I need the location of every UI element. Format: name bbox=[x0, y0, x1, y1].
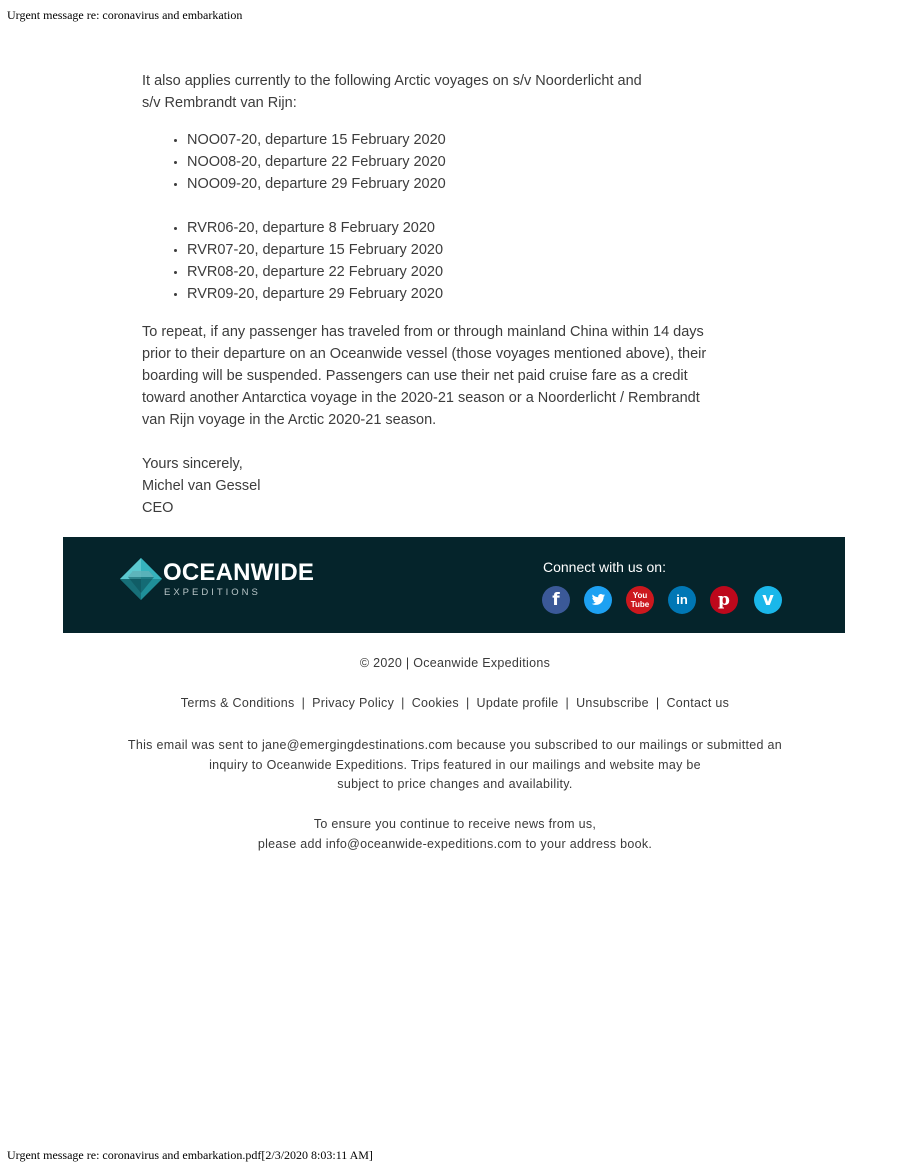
intro-line: It also applies currently to the following Arctic voyages on s/v Noorderlicht and bbox=[142, 73, 642, 89]
terms-link[interactable]: Terms & Conditions bbox=[180, 696, 295, 710]
signer-title: CEO bbox=[142, 500, 174, 516]
disclaimer-text bbox=[0, 736, 910, 795]
footer-banner bbox=[63, 537, 845, 633]
disclaimer-line: inquiry to Oceanwide Expeditions. Trips featured in our mailings and website may be bbox=[209, 757, 701, 772]
copyright-text: © 2020 | Oceanwide Expeditions bbox=[359, 656, 551, 670]
update-profile-link[interactable]: Update profile bbox=[476, 696, 559, 710]
repeat-paragraph bbox=[142, 321, 762, 431]
footer-links bbox=[0, 696, 910, 710]
address-book-note bbox=[0, 815, 910, 854]
list-item: • NOO09-20, departure 29 February 2020 bbox=[187, 173, 762, 195]
privacy-policy-link[interactable]: Privacy Policy bbox=[312, 696, 395, 710]
list-item: • RVR06-20, departure 8 February 2020 bbox=[187, 217, 762, 239]
link-separator: | bbox=[655, 696, 660, 710]
noorderlicht-voyage-list bbox=[142, 129, 762, 195]
link-separator: | bbox=[301, 696, 306, 710]
paragraph-line: van Rijn voyage in the Arctic 2020-21 season. bbox=[142, 412, 437, 428]
vimeo-icon[interactable]: v bbox=[754, 586, 782, 614]
list-item: • RVR08-20, departure 22 February 2020 bbox=[187, 261, 762, 283]
disclaimer-line: This email was sent to jane@emergingdestinations.com because you subscribed to our mailings or submitted an bbox=[127, 738, 783, 752]
oceanwide-logo[interactable] bbox=[119, 557, 329, 603]
list-item: • NOO07-20, departure 15 February 2020 bbox=[187, 129, 762, 151]
list-item: • RVR09-20, departure 29 February 2020 bbox=[187, 283, 762, 305]
twitter-bird-icon bbox=[584, 586, 612, 614]
unsubscribe-link[interactable]: Unsubscribe bbox=[576, 696, 649, 710]
paragraph-line: prior to their departure on an Oceanwide vessel (those voyages mentioned above), their bbox=[142, 346, 707, 362]
linkedin-icon[interactable]: in bbox=[668, 586, 696, 614]
email-body bbox=[142, 70, 762, 519]
paragraph-line: toward another Antarctica voyage in the 2020-21 season or a Noorderlicht / Rembrandt bbox=[142, 390, 700, 406]
rembrandt-voyage-list bbox=[142, 217, 762, 305]
closing-text: Yours sincerely, bbox=[142, 456, 243, 472]
link-separator: | bbox=[465, 696, 470, 710]
diamond-logo-icon bbox=[119, 557, 163, 601]
list-item: • NOO08-20, departure 22 February 2020 bbox=[187, 151, 762, 173]
list-item: • RVR07-20, departure 15 February 2020 bbox=[187, 239, 762, 261]
intro-paragraph bbox=[142, 70, 762, 114]
note-line: please add info@oceanwide-expeditions.com to your address book. bbox=[257, 836, 653, 851]
intro-line: s/v Rembrandt van Rijn: bbox=[142, 95, 297, 111]
logo-subtitle: EXPEDITIONS bbox=[164, 587, 261, 598]
facebook-icon[interactable]: f bbox=[542, 586, 570, 614]
print-footer: Urgent message re: coronavirus and embarkation.pdf[2/3/2020 8:03:11 AM] bbox=[7, 1148, 373, 1162]
link-separator: | bbox=[565, 696, 570, 710]
contact-us-link[interactable]: Contact us bbox=[666, 696, 730, 710]
youtube-icon[interactable]: You Tube bbox=[626, 586, 654, 614]
print-header: Urgent message re: coronavirus and embarkation bbox=[7, 8, 243, 22]
connect-label: Connect with us on: bbox=[543, 559, 666, 575]
disclaimer-line: subject to price changes and availability. bbox=[337, 777, 573, 791]
paragraph-line: boarding will be suspended. Passengers can use their net paid cruise fare as a credit bbox=[142, 368, 688, 384]
link-separator: | bbox=[401, 696, 405, 710]
logo-title: OCEANWIDE bbox=[163, 559, 315, 586]
pinterest-icon[interactable]: p bbox=[710, 586, 738, 614]
signature-block bbox=[142, 453, 762, 519]
note-line: To ensure you continue to receive news from us, bbox=[313, 817, 597, 831]
cookies-link[interactable]: Cookies bbox=[411, 696, 459, 710]
twitter-icon[interactable] bbox=[584, 586, 612, 614]
signer-name: Michel van Gessel bbox=[142, 478, 261, 494]
paragraph-line: To repeat, if any passenger has traveled from or through mainland China within 14 days bbox=[142, 324, 704, 340]
